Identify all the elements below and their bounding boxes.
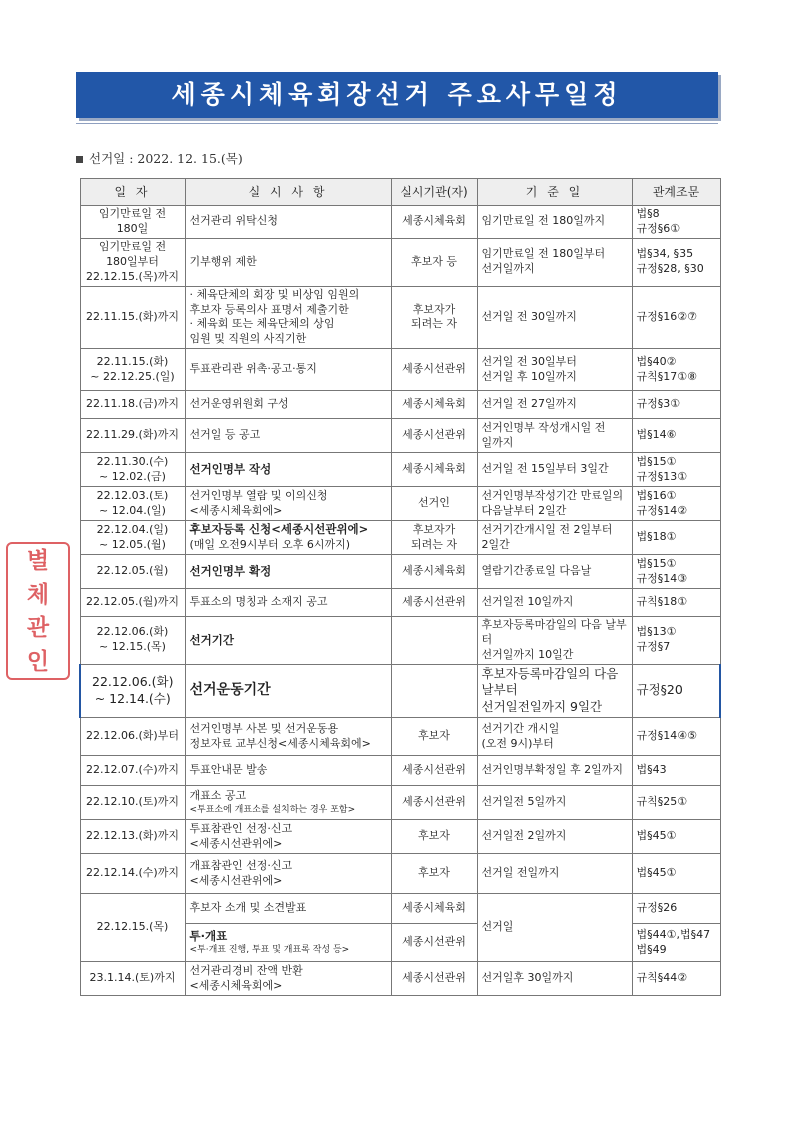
date-line: ~ 22.12.25.(일) <box>90 369 175 383</box>
item-line: <세종시체육회에> <box>189 978 283 992</box>
seal-char: 관 <box>26 614 50 642</box>
law-line: 법§49 <box>636 942 667 956</box>
table-row <box>80 487 720 521</box>
page-title: 세종시체육회장선거 주요사무일정 <box>76 72 718 118</box>
date-cell <box>80 962 185 996</box>
basis-line: 선거일 전일까지 <box>481 866 560 880</box>
basis-line: 선거일전 10일까지 <box>481 595 574 609</box>
law-cell <box>632 238 720 286</box>
date-cell <box>80 487 185 521</box>
item-cell <box>185 924 391 962</box>
table-row <box>80 589 720 617</box>
law-line: 법§45① <box>636 829 677 843</box>
election-date-text: 선거일 : 2022. 12. 15.(목) <box>89 151 243 166</box>
basis-line: 선거인명부확정일 후 2일까지 <box>481 763 624 777</box>
table-body <box>80 206 720 996</box>
item-line: <세종시선관위에> <box>189 836 283 850</box>
item-line: 개표참관인 선정·신고 <box>189 858 293 872</box>
law-line: 법§15① <box>636 454 677 468</box>
agency-line: 세종시선관위 <box>402 795 466 809</box>
basis-cell <box>477 786 632 820</box>
table-row <box>80 286 720 348</box>
item-cell <box>185 756 391 786</box>
law-line: 규칙§18① <box>636 595 688 609</box>
law-line: 법§16① <box>636 488 677 502</box>
item-cell <box>185 487 391 521</box>
agency-cell <box>391 924 477 962</box>
item-line: 선거인명부 열람 및 이의신청 <box>189 488 328 502</box>
date-cell <box>80 589 185 617</box>
agency-line: 세종시선관위 <box>402 971 466 985</box>
item-line: 선거인명부 확정 <box>189 563 272 578</box>
item-cell <box>185 664 391 718</box>
election-date <box>76 149 243 167</box>
item-cell <box>185 349 391 391</box>
basis-cell <box>477 487 632 521</box>
agency-line: 세종시체육회 <box>402 214 466 228</box>
table-row <box>80 453 720 487</box>
law-line: 법§13① <box>636 625 677 639</box>
basis-line: 선거일 전 27일까지 <box>481 397 577 411</box>
law-line: 규칙§44② <box>636 971 688 985</box>
item-cell <box>185 555 391 589</box>
date-line: 23.1.14.(토)까지 <box>89 971 176 985</box>
basis-cell <box>477 820 632 854</box>
basis-line: 선거일 전 30일부터 <box>481 354 577 368</box>
item-cell <box>185 419 391 453</box>
law-line: 규정§14④⑤ <box>636 729 697 743</box>
agency-line: 후보자 <box>418 866 450 880</box>
item-line: <세종시선관위에> <box>189 873 283 887</box>
basis-line: 선거일 후 10일까지 <box>481 369 577 383</box>
law-cell <box>632 894 720 924</box>
item-cell <box>185 391 391 419</box>
basis-cell <box>477 617 632 665</box>
item-line: 후보자등록 신청<세종시선관위에> <box>189 522 369 537</box>
item-cell <box>185 617 391 665</box>
law-cell <box>632 555 720 589</box>
seal-char: 체 <box>26 580 50 608</box>
item-line: · 체육회 또는 체육단체의 상임 <box>189 317 335 331</box>
date-line: 22.12.04.(일) <box>96 522 169 536</box>
item-cell <box>185 786 391 820</box>
basis-cell <box>477 521 632 555</box>
agency-line: 선거인 <box>418 496 450 510</box>
basis-cell <box>477 756 632 786</box>
table-row <box>80 206 720 239</box>
agency-line: 후보자가 <box>412 302 456 316</box>
law-line: 규정§13① <box>636 469 688 483</box>
item-line: 개표소 공고 <box>189 789 247 803</box>
basis-line: 선거일전 2일까지 <box>481 829 567 843</box>
item-line: 투표참관인 선정·신고 <box>189 821 293 835</box>
date-line: 180일부터 <box>106 254 159 268</box>
agency-line: 되려는 자 <box>410 317 457 331</box>
law-cell <box>632 206 720 239</box>
basis-line: 임기만료일 전 180일까지 <box>481 214 606 228</box>
date-line: ~ 12.15.(목) <box>99 640 166 654</box>
date-line: 22.12.14.(수)까지 <box>86 866 179 880</box>
item-line: 선거운동기간 <box>189 682 271 699</box>
item-cell <box>185 453 391 487</box>
agency-cell <box>391 487 477 521</box>
basis-line: 일까지 <box>481 435 514 449</box>
date-line: 22.12.06.(화) <box>92 674 174 690</box>
agency-cell <box>391 555 477 589</box>
agency-cell <box>391 238 477 286</box>
basis-line: 선거일까지 10일간 <box>481 647 574 661</box>
date-line: 22.11.29.(화)까지 <box>86 428 179 442</box>
item-line: 후보자 등록의사 표명서 제출기한 <box>189 302 349 316</box>
agency-cell <box>391 453 477 487</box>
law-cell <box>632 718 720 756</box>
date-cell <box>80 286 185 348</box>
basis-cell <box>477 854 632 894</box>
law-cell <box>632 589 720 617</box>
item-line: <세종시체육회에> <box>189 503 283 517</box>
law-line: 규칙§17①⑧ <box>636 369 697 383</box>
basis-line: 후보자등록마감일의 다음 날부터 <box>481 618 627 646</box>
basis-line: 열람기간종료일 다음날 <box>481 564 592 578</box>
item-line: 선거운영위원회 구성 <box>189 397 289 411</box>
agency-line: 되려는 자 <box>410 537 457 551</box>
date-line: 22.11.18.(금)까지 <box>86 397 179 411</box>
date-line: ~ 12.05.(월) <box>99 537 166 551</box>
table-row <box>80 854 720 894</box>
law-line: 법§8 <box>636 207 660 220</box>
law-line: 규정§7 <box>636 640 671 654</box>
law-cell <box>632 521 720 555</box>
date-line: 22.12.10.(토)까지 <box>86 795 179 809</box>
agency-cell <box>391 419 477 453</box>
law-cell <box>632 756 720 786</box>
item-line: 임원 및 직원의 사직기한 <box>189 332 307 346</box>
agency-cell <box>391 617 477 665</box>
date-cell <box>80 894 185 962</box>
date-line: 22.12.05.(월) <box>96 564 169 578</box>
item-cell <box>185 206 391 239</box>
law-cell <box>632 854 720 894</box>
law-cell <box>632 286 720 348</box>
bullet-square-icon <box>76 156 83 163</box>
date-line: 22.12.15.(목)까지 <box>86 269 179 283</box>
basis-line: 2일간 <box>481 537 510 551</box>
header-law: 관계조문 <box>632 179 720 206</box>
basis-line: 선거일 <box>481 920 514 934</box>
basis-cell <box>477 349 632 391</box>
agency-line: 세종시선관위 <box>402 595 466 609</box>
law-line: 규칙§25① <box>636 795 688 809</box>
item-line: 선거관리 위탁신청 <box>189 214 279 228</box>
date-line: ~ 12.02.(금) <box>99 469 166 483</box>
table-row <box>80 664 720 718</box>
item-cell <box>185 589 391 617</box>
agency-cell <box>391 786 477 820</box>
agency-cell <box>391 206 477 239</box>
table-row <box>80 786 720 820</box>
item-line: 투표관리관 위촉·공고·통지 <box>189 362 317 376</box>
agency-cell <box>391 962 477 996</box>
basis-cell <box>477 419 632 453</box>
item-line: 투표안내문 발송 <box>189 763 268 777</box>
law-line: 규정§14② <box>636 503 688 517</box>
date-line: 22.11.15.(화) <box>96 354 169 368</box>
law-line: 규정§16②⑦ <box>636 309 697 323</box>
table-row <box>80 555 720 589</box>
basis-cell <box>477 453 632 487</box>
agency-line: 후보자가 <box>412 522 456 536</box>
date-line: 임기만료일 전 <box>98 207 167 220</box>
header-item: 실 시 사 항 <box>185 179 391 206</box>
item-line: <투표소에 개표소를 설치하는 경우 포함> <box>189 805 356 816</box>
agency-cell <box>391 349 477 391</box>
item-line: 선거일 등 공고 <box>189 428 261 442</box>
law-cell <box>632 453 720 487</box>
agency-line: 세종시선관위 <box>402 763 466 777</box>
agency-line: 세종시선관위 <box>402 428 466 442</box>
item-line: 선거인명부 작성 <box>189 461 272 476</box>
date-cell <box>80 419 185 453</box>
basis-line: 선거기간 개시일 <box>481 721 560 735</box>
date-cell <box>80 453 185 487</box>
date-cell <box>80 391 185 419</box>
date-cell <box>80 786 185 820</box>
item-cell <box>185 962 391 996</box>
item-line: <투·개표 진행, 투표 및 개표록 작성 등> <box>189 945 350 956</box>
table-row <box>80 238 720 286</box>
law-cell <box>632 924 720 962</box>
seal-char: 인 <box>26 647 50 675</box>
date-cell <box>80 854 185 894</box>
header-agency: 실시기관(자) <box>391 179 477 206</box>
item-line: 정보자료 교부신청<세종시체육회에> <box>189 736 371 750</box>
title-divider <box>76 123 718 124</box>
basis-cell <box>477 286 632 348</box>
law-cell <box>632 419 720 453</box>
law-cell <box>632 349 720 391</box>
table-row <box>80 391 720 419</box>
date-cell <box>80 756 185 786</box>
law-line: 법§45① <box>636 866 677 880</box>
header-basis: 기 준 일 <box>477 179 632 206</box>
law-line: 규정§28, §30 <box>636 262 704 276</box>
law-cell <box>632 820 720 854</box>
agency-line: 세종시선관위 <box>402 935 466 949</box>
item-line: 선거인명부 사본 및 선거운동용 <box>189 721 339 735</box>
basis-cell <box>477 555 632 589</box>
law-cell <box>632 664 720 718</box>
date-line: 22.12.05.(월)까지 <box>86 595 179 609</box>
date-cell <box>80 617 185 665</box>
agency-cell <box>391 589 477 617</box>
item-cell <box>185 854 391 894</box>
date-line: 22.12.03.(토) <box>96 488 169 502</box>
date-line: 22.12.06.(화) <box>96 625 169 639</box>
item-line: 선거관리경비 잔액 반환 <box>189 963 303 977</box>
table-row <box>80 617 720 665</box>
date-cell <box>80 820 185 854</box>
item-line: 투표소의 명칭과 소재지 공고 <box>189 595 328 609</box>
date-line: 22.11.30.(수) <box>96 454 169 468</box>
basis-line: 선거일전일까지 9일간 <box>481 699 603 715</box>
date-line: 22.12.15.(목) <box>96 920 169 934</box>
date-cell <box>80 555 185 589</box>
item-cell <box>185 718 391 756</box>
table-row <box>80 894 720 924</box>
date-line: 22.12.07.(수)까지 <box>86 763 179 777</box>
basis-line: 선거인명부작성기간 만료일의 <box>481 488 624 502</box>
item-line: (매일 오전9시부터 오후 6시까지) <box>189 537 351 551</box>
agency-cell <box>391 664 477 718</box>
date-line: 22.12.13.(화)까지 <box>86 829 179 843</box>
basis-line: 다음날부터 2일간 <box>481 503 567 517</box>
agency-cell <box>391 286 477 348</box>
basis-line: (오전 9시)부터 <box>481 736 554 750</box>
law-line: 법§34, §35 <box>636 247 694 261</box>
date-line: 22.12.06.(화)부터 <box>86 729 179 743</box>
basis-cell <box>477 894 632 962</box>
law-line: 규정§20 <box>636 682 683 698</box>
law-cell <box>632 962 720 996</box>
table-row <box>80 962 720 996</box>
date-cell <box>80 238 185 286</box>
basis-cell <box>477 962 632 996</box>
law-line: 법§44①,법§47 <box>636 927 711 941</box>
item-line: 후보자 소개 및 소견발표 <box>189 901 307 915</box>
date-cell <box>80 206 185 239</box>
agency-line: 세종시체육회 <box>402 397 466 411</box>
item-line: · 체육단체의 회장 및 비상임 임원의 <box>189 287 360 301</box>
basis-line: 선거일후 30일까지 <box>481 971 574 985</box>
agency-line: 세종시체육회 <box>402 901 466 915</box>
law-line: 법§40② <box>636 354 677 368</box>
law-line: 규정§3① <box>636 397 681 411</box>
agency-line: 세종시체육회 <box>402 564 466 578</box>
basis-line: 후보자등록마감일의 다음 날부터 <box>481 665 619 698</box>
basis-line: 선거일 전 30일까지 <box>481 309 577 323</box>
agency-line: 세종시체육회 <box>402 462 466 476</box>
law-line: 법§14⑥ <box>636 428 677 442</box>
date-cell <box>80 718 185 756</box>
basis-line: 선거일까지 <box>481 262 535 276</box>
table-row <box>80 419 720 453</box>
basis-line: 임기만료일 전 180일부터 <box>481 247 606 261</box>
agency-line: 후보자 <box>418 829 450 843</box>
item-line: 선거기간 <box>189 632 234 647</box>
date-cell <box>80 664 185 718</box>
header-date: 일 자 <box>80 179 185 206</box>
law-line: 규정§14③ <box>636 571 688 585</box>
table-row <box>80 718 720 756</box>
date-line: ~ 12.14.(수) <box>94 690 171 706</box>
law-cell <box>632 617 720 665</box>
item-cell <box>185 238 391 286</box>
seal-char: 별 <box>26 547 50 575</box>
agency-cell <box>391 718 477 756</box>
item-cell <box>185 820 391 854</box>
date-cell <box>80 349 185 391</box>
basis-line: 선거기간개시일 전 2일부터 <box>481 522 613 536</box>
date-line: 180일 <box>116 221 149 235</box>
law-cell <box>632 487 720 521</box>
agency-line: 세종시선관위 <box>402 362 466 376</box>
law-cell <box>632 391 720 419</box>
table-row <box>80 349 720 391</box>
basis-cell <box>477 718 632 756</box>
law-line: 법§15① <box>636 556 677 570</box>
table-header-row <box>80 179 720 206</box>
law-line: 규정§26 <box>636 901 678 915</box>
table-row <box>80 521 720 555</box>
agency-cell <box>391 521 477 555</box>
agency-cell <box>391 756 477 786</box>
item-cell <box>185 286 391 348</box>
basis-line: 선거일 전 15일부터 3일간 <box>481 462 609 476</box>
date-line: ~ 12.04.(일) <box>99 503 166 517</box>
agency-cell <box>391 820 477 854</box>
item-line: 투·개표 <box>189 928 228 943</box>
basis-line: 선거인명부 작성개시일 전 <box>481 420 606 434</box>
date-cell <box>80 521 185 555</box>
agency-line: 후보자 <box>418 729 450 743</box>
basis-cell <box>477 664 632 718</box>
basis-cell <box>477 206 632 239</box>
table-row <box>80 756 720 786</box>
agency-line: 후보자 등 <box>410 254 457 268</box>
law-cell <box>632 786 720 820</box>
agency-cell <box>391 391 477 419</box>
item-cell <box>185 521 391 555</box>
agency-cell <box>391 854 477 894</box>
basis-cell <box>477 391 632 419</box>
item-line: 기부행위 제한 <box>189 254 257 268</box>
official-seal-stamp <box>6 542 70 680</box>
law-line: 법§43 <box>636 763 667 777</box>
law-line: 법§18① <box>636 530 677 544</box>
basis-cell <box>477 238 632 286</box>
agency-cell <box>391 894 477 924</box>
date-line: 22.11.15.(화)까지 <box>86 309 179 323</box>
table-row <box>80 820 720 854</box>
law-line: 규정§6① <box>636 221 681 235</box>
date-line: 임기만료일 전 <box>98 239 167 253</box>
item-cell <box>185 894 391 924</box>
basis-cell <box>477 589 632 617</box>
basis-line: 선거일전 5일까지 <box>481 795 567 809</box>
schedule-table <box>79 178 721 996</box>
